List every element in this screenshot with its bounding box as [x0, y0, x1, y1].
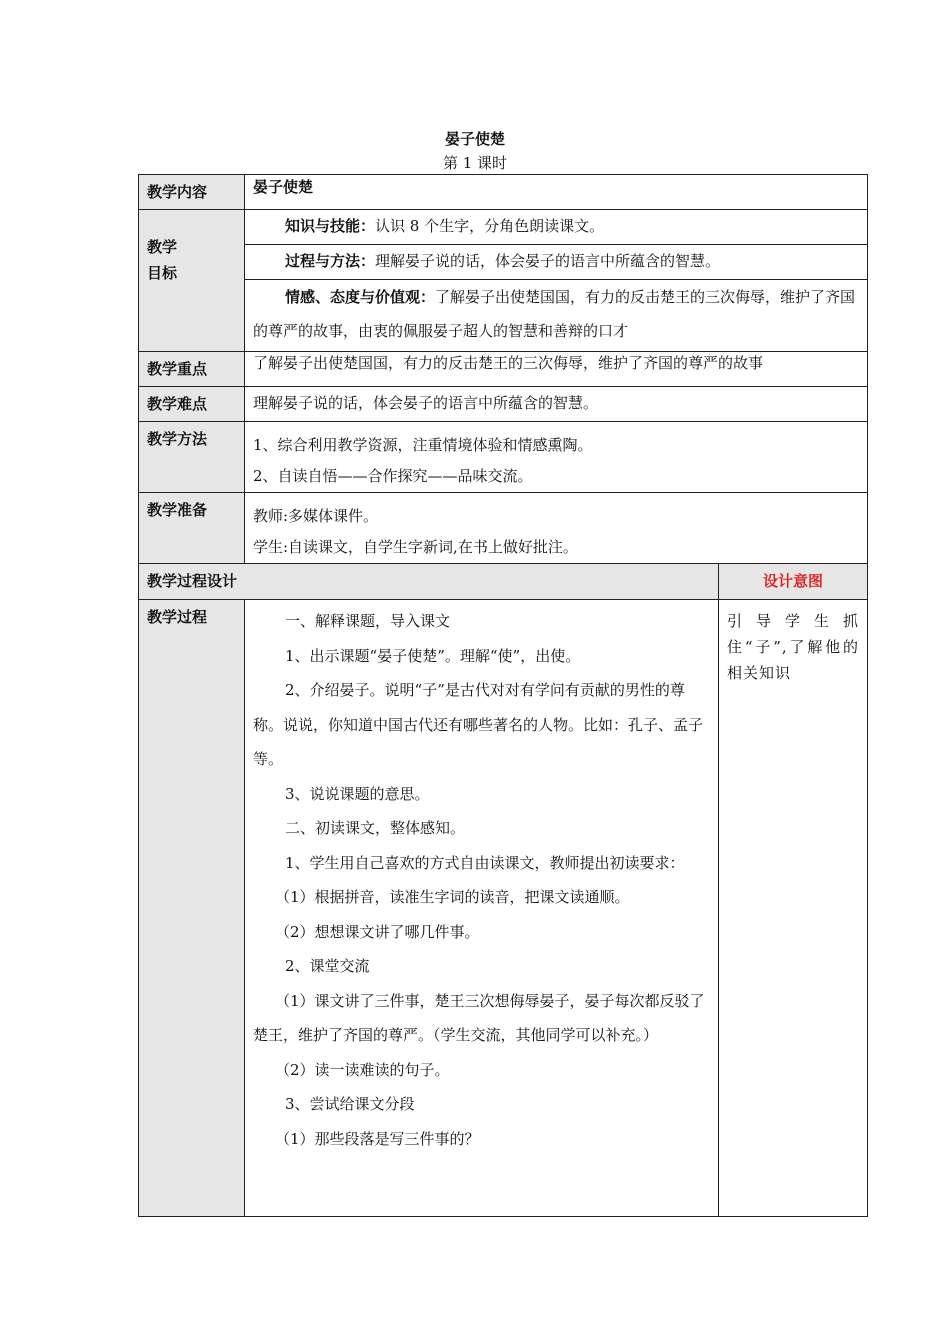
prep-line-2: 学生:自读课文，自学生字新词,在书上做好批注。 [253, 538, 578, 556]
document-title: 晏子使楚 [444, 130, 505, 148]
method-line-2: 2、自读自悟——合作探究——品味交流。 [253, 467, 533, 485]
row-method [139, 422, 868, 493]
process-paragraph: （2）想想课文讲了哪几件事。 [275, 922, 480, 941]
process-paragraph: 2、课堂交流 [285, 957, 370, 975]
goal-knowledge-text: 认识 8 个生字，分角色朗读课文。 [375, 217, 605, 235]
goal-process-text: 理解晏子说的话，体会晏子的语言中所蕴含的智慧。 [375, 252, 721, 270]
goal-attitude-text: 了解晏子出使楚国国，有力的反击楚王的三次侮辱，维护了齐国的尊严的故事，由衷的佩服晏子超人的智慧和善辩的口才 [253, 288, 856, 340]
process-paragraph: （1）那些段落是写三件事的？ [275, 1129, 480, 1148]
label-goals-line1: 教学 [147, 238, 178, 256]
goal-knowledge-lead: 知识与技能： [285, 217, 376, 235]
process-paragraph: 2、介绍晏子。说明“子”是古代对对有学问有贡献的男性的尊称。说说，你知道中国古代还有哪些著名的人物。比如：孔子、孟子等。 [253, 681, 704, 768]
row-difficulty [139, 387, 868, 422]
prep-value [245, 493, 868, 564]
method-line-1: 1、综合利用教学资源，注重情境体验和情感熏陶。 [253, 436, 593, 454]
process-paragraph: 1、学生用自己喜欢的方式自由读课文，教师提出初读要求： [285, 853, 685, 872]
prep-line-1: 教师:多媒体课件。 [253, 507, 379, 525]
intent-text: 引导学生抓住“子”,了解他的相关知识 [719, 600, 868, 1217]
label-process: 教学过程 [139, 600, 245, 1217]
difficulty-value: 理解晏子说的话，体会晏子的语言中所蕴含的智慧。 [245, 387, 868, 422]
lesson-number: 第 1 课时 [442, 154, 508, 172]
process-paragraph: （1）课文讲了三件事，楚王三次想侮辱晏子，晏子每次都反驳了楚王，维护了齐国的尊严。（学生交流，其他同学可以补充。） [253, 991, 705, 1044]
content-value: 晏子使楚 [245, 175, 868, 210]
goal-attitude [245, 280, 868, 352]
row-prep [139, 493, 868, 564]
method-value [245, 422, 868, 493]
row-process [139, 600, 868, 1217]
row-goal-process [139, 245, 868, 280]
label-design: 教学过程设计 [139, 564, 719, 600]
key-point-value: 了解晏子出使楚国国，有力的反击楚王的三次侮辱，维护了齐国的尊严的故事 [245, 352, 868, 387]
process-paragraph: （2）读一读难读的句子。 [275, 1060, 450, 1079]
row-content [139, 175, 868, 210]
process-paragraph: 3、尝试给课文分段 [285, 1095, 415, 1113]
row-goal-knowledge [139, 210, 868, 245]
process-paragraph: 一、解释课题，导入课文 [285, 612, 451, 630]
label-prep: 教学准备 [139, 493, 245, 564]
label-key-point: 教学重点 [139, 352, 245, 387]
goal-process-lead: 过程与方法： [285, 252, 376, 270]
row-design-header [139, 564, 868, 600]
row-key-point [139, 352, 868, 387]
process-paragraph: 3、说说课题的意思。 [285, 784, 430, 803]
goal-attitude-lead: 情感、态度与价值观： [285, 288, 436, 306]
label-method: 教学方法 [139, 422, 245, 493]
process-paragraph: 二、初读课文，整体感知。 [285, 819, 466, 837]
label-goals-line2: 目标 [147, 264, 178, 282]
label-content: 教学内容 [139, 175, 245, 210]
row-goal-attitude [139, 280, 868, 352]
label-goals [139, 210, 245, 352]
label-intent: 设计意图 [719, 564, 868, 600]
goal-process [245, 245, 868, 280]
label-difficulty: 教学难点 [139, 387, 245, 422]
process-body [245, 600, 719, 1217]
process-paragraph: （1）根据拼音，读准生字词的读音，把课文读通顺。 [275, 888, 630, 906]
lesson-plan-table [138, 174, 868, 1217]
process-paragraph: 1、出示课题“晏子使楚”。理解“使”，出使。 [285, 646, 581, 665]
goal-knowledge [245, 210, 868, 245]
